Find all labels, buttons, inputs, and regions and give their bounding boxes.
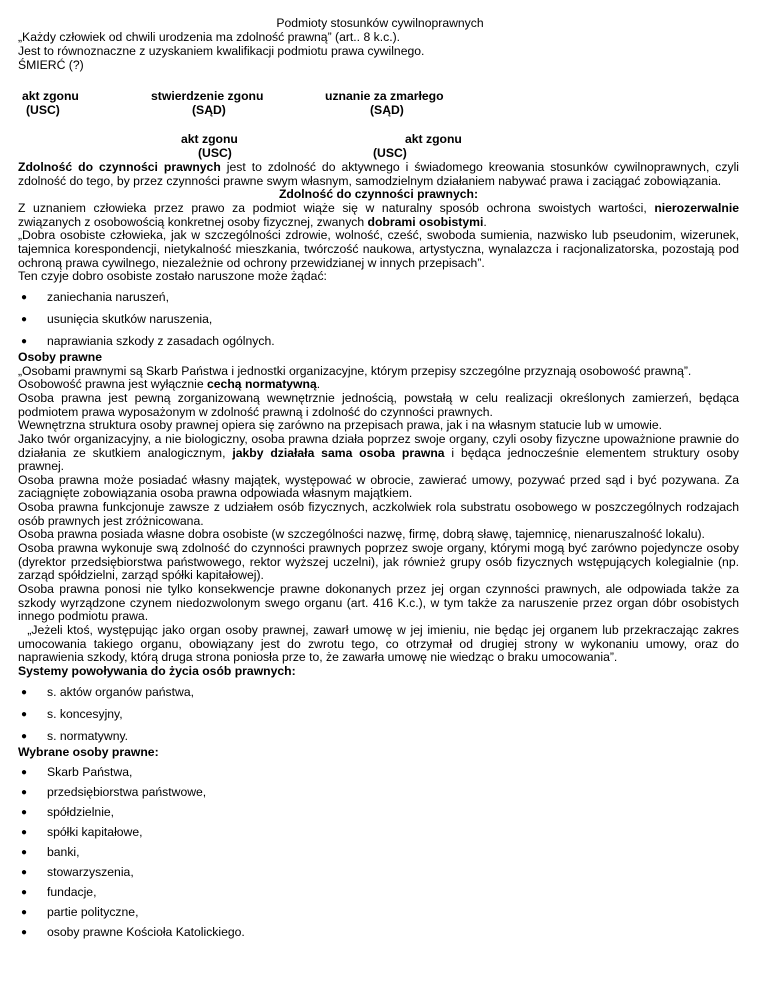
selected-heading: Wybrane osoby prawne: (18, 744, 159, 759)
list-item: ● s. normatywny. (21, 728, 129, 743)
diagram-usc: (USC) (26, 103, 60, 117)
list-item: ● osoby prawne Kościoła Katolickiego. (21, 925, 245, 940)
systems-heading: Systemy powoływania do życia osób prawnych: (18, 664, 296, 678)
main-content (18, 160, 743, 942)
legal-definition-quote: „Osobami prawnymi są Skarb Państwa i jednostki organizacyjne, którym przepisy szczególne przyznają osobowość prawną”. (18, 363, 692, 378)
legal-quote-paragraph: „Jeżeli ktoś, występując jako organ osoby prawnej, zawarł umowę w jej imieniu, nie będąc jej organem lub przekraczając zakres umocowania takiego organu, obowiązany jest do zwrotu tego, co otrzymał od drugiej strony w wykonaniu umowy, oraz do naprawienia szkody, którą druga strona poniosła prze to, że zawarła umowę nie wiedząc o braku umocowania”. (18, 623, 743, 665)
death-question: ŚMIERĆ (?) (18, 58, 84, 72)
list-item: ● banki, (21, 845, 80, 860)
list-item: ● s. aktów organów państwa, (21, 684, 195, 699)
legal-paragraph: Osoba prawna posiada własne dobra osobiste (w szczególności nazwę, firmę, dobrą sławę, tajemnicę, nienaruszalność lokalu). (18, 527, 705, 542)
diagram-confirmation-of-death: stwierdzenie zgonu (151, 89, 264, 103)
diagram-death-certificate: akt zgonu (405, 132, 462, 146)
legal-organs-paragraph: Jako twór organizacyjny, a nie biologiczny, osoba prawna działa poprzez swoje organy, czyli osoby fizyczne upoważnione prawnie do działania ze skutkiem analogicznym, jakby działała sama osoba prawna i będąca jednocześnie elementem struktury osoby prawnej. (18, 431, 739, 474)
claims-list (18, 291, 739, 351)
capacity-definition: Zdolność do czynności prawnych jest to zdolność do aktywnego i świadomego kreowania stosunków cywilnoprawnych, czyli zdolność do tego, by przez czynności prawne swym własnym, samodzielnym działaniem nabywać prawa i zaciągać zobowiązania. (18, 160, 739, 188)
capacity-heading: Zdolność do czynności prawnych: (278, 187, 479, 202)
bullet-icon: ● (21, 335, 28, 347)
diagram-death-certificate: akt zgonu (181, 132, 238, 146)
bullet-icon: ● (21, 708, 28, 720)
bullet-icon: ● (21, 313, 28, 325)
bullet-icon: ● (21, 787, 28, 799)
personal-goods-quote: „Dobra osobiste człowieka, jak w szczególności zdrowie, wolność, cześć, swoboda sumienia, nazwisko lub pseudonim, wizerunek, tajemnica korespondencji, nietykalność mieszkania, twórczość naukowa, artystyczna, wynalazcza i racjonalizatorska, pozostają pod ochroną prawa cywilnego, niezależnie od ochrony przewidzianej w innych przepisach”. (18, 228, 739, 270)
legal-paragraph: Osoba prawna wykonuje swą zdolność do czynności prawnych poprzez swoje organy, którymi mogą być zarówno pojedyncze osoby (dyrektor przedsiębiorstwa państwowego, rektor wyższej uczelni), jak również grupy osób fizycznych wstępujących kolegialnie (np. zarząd spółdzielni, zarząd spółki kapitałowej). (18, 541, 739, 583)
bullet-icon: ● (21, 907, 28, 919)
bullet-icon: ● (21, 887, 28, 899)
list-item: ● partie polityczne, (21, 905, 139, 920)
bullet-icon: ● (21, 927, 28, 939)
list-item: ● Skarb Państwa, (21, 765, 133, 780)
diagram-court: (SĄD) (370, 103, 404, 117)
list-item: ● spółki kapitałowe, (21, 825, 143, 840)
list-item: ● fundacje, (21, 885, 97, 900)
bullet-icon: ● (21, 807, 28, 819)
bullet-icon: ● (21, 767, 28, 779)
list-item: ● naprawiania szkody z zasadach ogólnych. (21, 333, 275, 348)
list-item: ● spółdzielnie, (21, 805, 115, 820)
legal-paragraph: Osoba prawna może posiadać własny majątek, występować w obrocie, zawierać umowy, pozywać przed sąd i być pozywana. Za zaciągnięte zobowiązania osoba prawna odpowiada własnym majątkiem. (18, 472, 739, 501)
personal-goods-paragraph: Z uznaniem człowieka przez prawo za podmiot wiąże się w naturalny sposób ochrona swoistych wartości, nierozerwalnie związanych z osobowością konkretnej osoby fizycznej, zwanych dobrami osobistymi. (18, 200, 739, 229)
legal-persons-heading: Osoby prawne (18, 349, 102, 364)
page-title: Podmioty stosunków cywilnoprawnych (276, 16, 484, 30)
list-item: ● zaniechania naruszeń, (21, 289, 169, 304)
selected-list (18, 766, 739, 942)
diagram-usc: (USC) (373, 146, 407, 160)
list-item: ● s. koncesyjny, (21, 706, 123, 721)
bullet-icon: ● (21, 827, 28, 839)
intro-line: Jest to równoznaczne z uzyskaniem kwalifikacji podmiotu prawa cywilnego. (18, 44, 425, 58)
bullet-icon: ● (21, 686, 28, 698)
diagram-usc: (USC) (198, 146, 232, 160)
bullet-icon: ● (21, 847, 28, 859)
legal-paragraph: Osoba prawna funkcjonuje zawsze z udziałem osób fizycznych, aczkolwiek rola substratu osobowego w poszczególnych rodzajach osób prawnych jest zróżnicowana. (18, 500, 739, 528)
capacity-term: Zdolność do czynności prawnych (18, 160, 221, 174)
bullet-icon: ● (21, 867, 28, 879)
list-item: ● usunięcia skutków naruszenia, (21, 311, 213, 326)
diagram-court: (SĄD) (192, 103, 226, 117)
legal-paragraph: Osoba prawna jest pewną zorganizowaną wewnętrznie jednością, powstałą w celu realizacji określonych zamierzeń, będąca podmiotem prawa wyposażonym w zdolność prawną i zdolność do czynności prawnych. (18, 390, 739, 419)
systems-list (18, 686, 739, 746)
legal-personality-paragraph: Osobowość prawna jest wyłącznie cechą normatywną. (18, 377, 321, 392)
legal-paragraph: Wewnętrzna struktura osoby prawnej opiera się zarówno na przepisach prawa, jak i na własnym statucie lub w umowie. (18, 418, 662, 433)
bullet-icon: ● (21, 291, 28, 303)
diagram-death-certificate: akt zgonu (22, 89, 79, 103)
legal-paragraph: Osoba prawna ponosi nie tylko konsekwencje prawne dokonanych przez jej organ czynności prawnych, ale odpowiada także za szkody wyrządzone czynem niedozwolonym swego organu (art. 416 K.c.), w tym także za naruszenie przez organ dóbr osobistych innego podmiotu prawa. (18, 582, 739, 624)
bullet-icon: ● (21, 730, 28, 742)
diagram-declaration-of-death: uznanie za zmarłego (325, 89, 444, 103)
intro-quote: „Każdy człowiek od chwili urodzenia ma zdolność prawną” (art.. 8 k.c.). (18, 30, 401, 44)
list-item: ● stowarzyszenia, (21, 865, 134, 880)
list-item: ● przedsiębiorstwa państwowe, (21, 785, 207, 800)
claims-intro: Ten czyje dobro osobiste zostało naruszone może żądać: (18, 269, 327, 284)
